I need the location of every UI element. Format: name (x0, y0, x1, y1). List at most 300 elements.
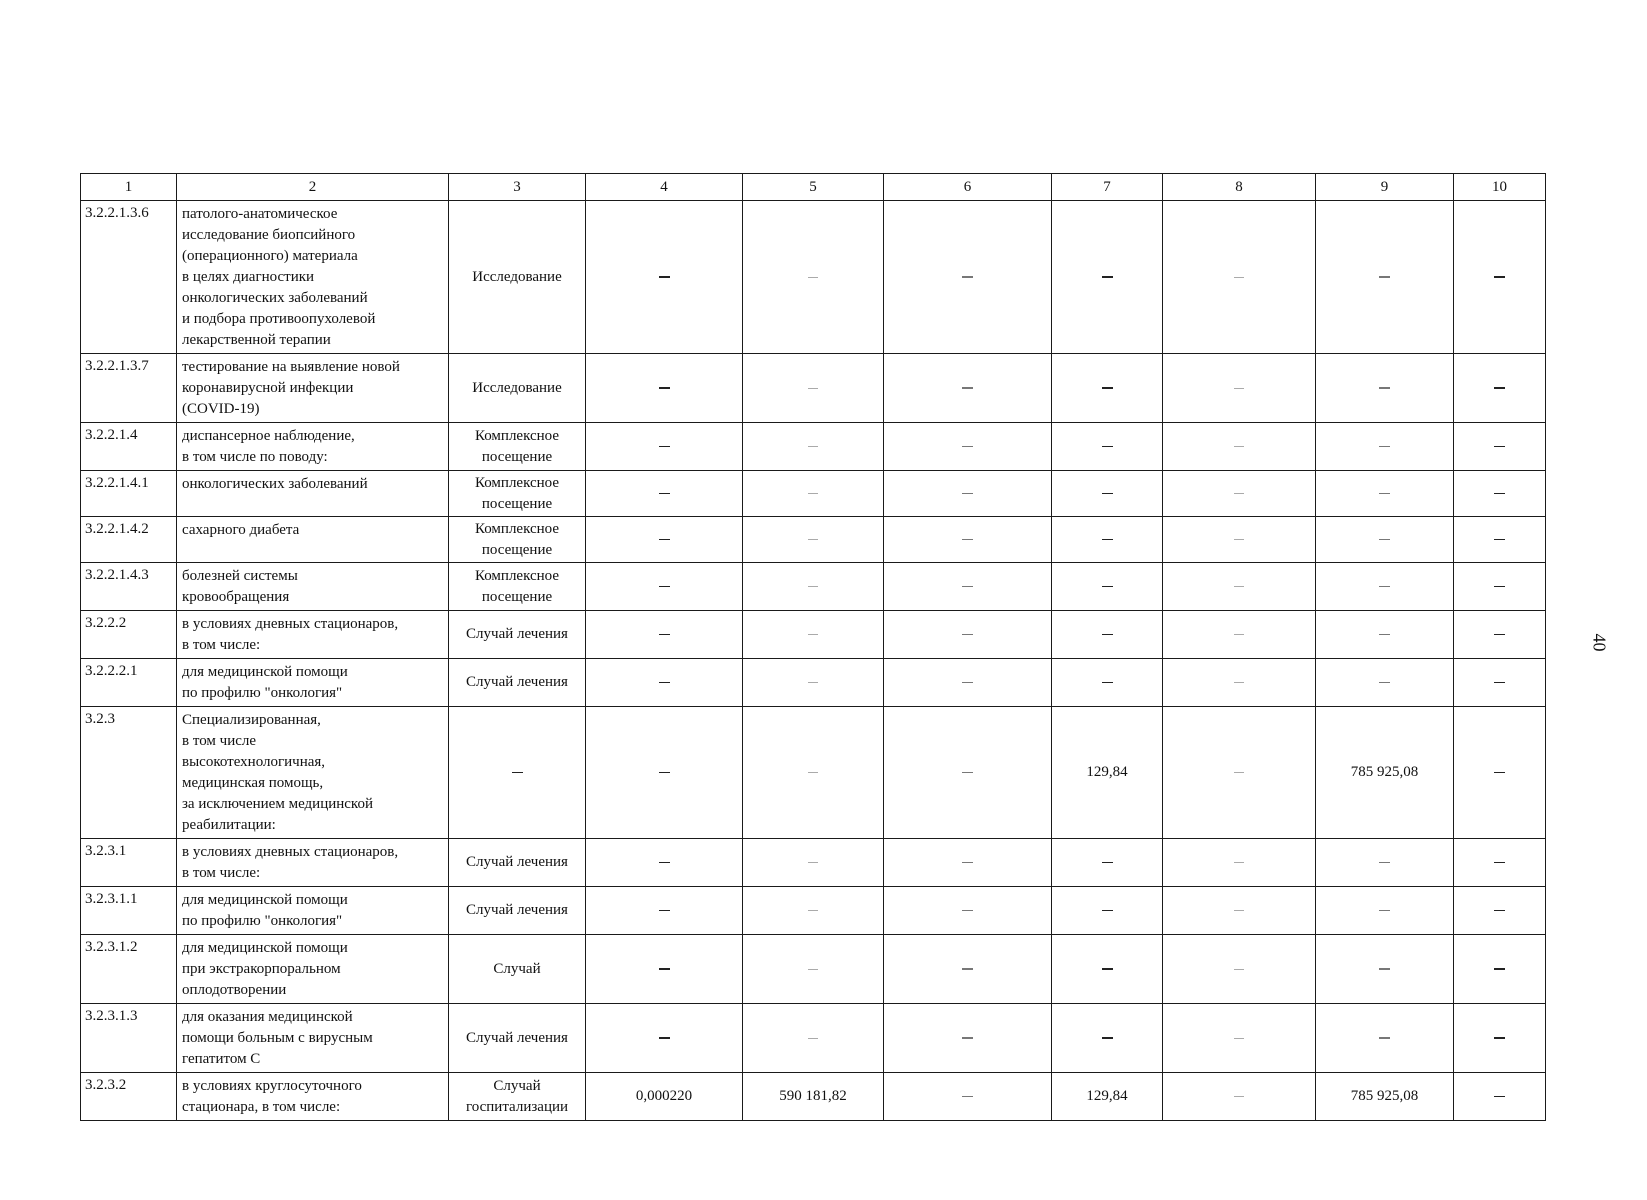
column-header: 3 (449, 174, 586, 201)
empty-value-dash (1052, 887, 1163, 935)
empty-value-dash (743, 201, 884, 354)
row-name (177, 611, 449, 659)
dash-mark (1379, 446, 1390, 447)
column-header: 6 (884, 174, 1052, 201)
row-code: 3.2.2.1.3.7 (81, 354, 177, 423)
row-code: 3.2.3.1.3 (81, 1004, 177, 1073)
dash-mark (1234, 969, 1244, 970)
dash-mark (1102, 968, 1113, 970)
empty-value-dash (884, 887, 1052, 935)
row-name-line: по профилю "онкология" (182, 913, 343, 929)
row-name (177, 935, 449, 1004)
empty-value-dash (884, 659, 1052, 707)
table-body (81, 201, 1546, 1121)
row-name-line: (COVID-19) (182, 401, 260, 417)
row-unit (449, 659, 586, 707)
column-header: 9 (1316, 174, 1454, 201)
dash-mark (1379, 539, 1390, 540)
empty-value-dash (449, 762, 585, 783)
empty-value-dash (586, 517, 743, 563)
row-name-line: и подбора противоопухолевой (182, 311, 376, 327)
table-row (81, 611, 1546, 659)
dash-mark (962, 586, 973, 587)
row-name-line: (операционного) материала (182, 248, 358, 264)
dash-mark (659, 772, 670, 774)
row-unit-line: Случай (493, 1077, 541, 1094)
dash-mark (1234, 862, 1244, 863)
dash-mark (962, 682, 973, 683)
table-row (81, 354, 1546, 423)
empty-value-dash (1454, 887, 1546, 935)
value-cell: 129,84 (1052, 707, 1163, 839)
row-code: 3.2.3.1.2 (81, 935, 177, 1004)
value-cell: 590 181,82 (743, 1073, 884, 1121)
empty-value-dash (1163, 1004, 1316, 1073)
column-header: 8 (1163, 174, 1316, 201)
row-name (177, 887, 449, 935)
dash-mark (1102, 862, 1113, 864)
row-unit (449, 1073, 586, 1121)
table-row (81, 517, 1546, 563)
dash-mark (659, 634, 670, 636)
empty-value-dash (1163, 935, 1316, 1004)
empty-value-dash (743, 354, 884, 423)
table-row (81, 423, 1546, 471)
empty-value-dash (1052, 839, 1163, 887)
empty-value-dash (1052, 611, 1163, 659)
empty-value-dash (743, 659, 884, 707)
dash-mark (1379, 276, 1390, 277)
dash-mark (1494, 387, 1505, 389)
dash-mark (808, 772, 818, 773)
dash-mark (1234, 910, 1244, 911)
dash-mark (808, 539, 818, 540)
empty-value-dash (1163, 354, 1316, 423)
empty-value-dash (1163, 517, 1316, 563)
row-name (177, 423, 449, 471)
empty-value-dash (1052, 201, 1163, 354)
row-name-line: коронавирусной инфекции (182, 380, 354, 396)
row-unit-line: посещение (481, 448, 553, 465)
row-name-line: стационара, в том числе: (182, 1099, 341, 1115)
empty-value-dash (1163, 563, 1316, 611)
dash-mark (962, 1096, 973, 1097)
row-unit-line: Комплексное (474, 567, 560, 584)
empty-value-dash (1052, 354, 1163, 423)
row-unit-line: Комплексное (474, 474, 560, 491)
dash-mark (1379, 968, 1390, 969)
dash-mark (808, 1038, 818, 1039)
row-name-line: онкологических заболеваний (182, 476, 368, 492)
column-header: 1 (81, 174, 177, 201)
empty-value-dash (743, 517, 884, 563)
empty-value-dash (1052, 517, 1163, 563)
empty-value-dash (743, 839, 884, 887)
empty-value-dash (1163, 887, 1316, 935)
row-name-line: в том числе: (182, 865, 261, 881)
row-unit-line: госпитализации (465, 1098, 569, 1115)
value-cell: 785 925,08 (1316, 1073, 1454, 1121)
empty-value-dash (1163, 471, 1316, 517)
empty-value-dash (1316, 659, 1454, 707)
dash-mark (808, 277, 818, 278)
dash-mark (1494, 862, 1505, 864)
row-unit (449, 839, 586, 887)
empty-value-dash (586, 1004, 743, 1073)
dash-mark (1494, 772, 1505, 774)
row-name-line: для медицинской помощи (182, 664, 348, 680)
row-name-line: Специализированная, (182, 712, 321, 728)
dash-mark (962, 968, 973, 969)
column-header: 10 (1454, 174, 1546, 201)
dash-mark (1379, 586, 1390, 587)
row-unit (449, 707, 586, 839)
empty-value-dash (1316, 354, 1454, 423)
empty-value-dash (743, 887, 884, 935)
dash-mark (1102, 276, 1113, 278)
empty-value-dash (1454, 1073, 1546, 1121)
row-name (177, 201, 449, 354)
empty-value-dash (1454, 423, 1546, 471)
dash-mark (1234, 446, 1244, 447)
row-name-line: при экстракорпоральном (182, 961, 341, 977)
row-code: 3.2.2.1.4.1 (81, 471, 177, 517)
dash-mark (1234, 1038, 1244, 1039)
dash-mark (962, 910, 973, 911)
table-row (81, 707, 1546, 839)
dash-mark (659, 682, 670, 684)
dash-mark (1494, 1096, 1505, 1098)
empty-value-dash (1316, 611, 1454, 659)
value-cell: 0,000220 (586, 1073, 743, 1121)
row-name-line: в целях диагностики (182, 269, 315, 285)
empty-value-dash (743, 1004, 884, 1073)
row-unit-line: посещение (481, 541, 553, 558)
value-cell: 129,84 (1052, 1073, 1163, 1121)
dash-mark (659, 387, 670, 389)
empty-value-dash (1454, 659, 1546, 707)
dash-mark (659, 968, 670, 970)
empty-value-dash (884, 354, 1052, 423)
empty-value-dash (586, 611, 743, 659)
dash-mark (962, 772, 973, 773)
empty-value-dash (743, 423, 884, 471)
row-name-line: для оказания медицинской (182, 1009, 353, 1025)
dash-mark (1102, 493, 1113, 495)
row-code: 3.2.3 (81, 707, 177, 839)
row-unit (449, 423, 586, 471)
empty-value-dash (884, 707, 1052, 839)
empty-value-dash (1052, 423, 1163, 471)
row-unit-line: Исследование (472, 268, 562, 285)
empty-value-dash (586, 935, 743, 1004)
dash-mark (659, 910, 670, 912)
dash-mark (1234, 493, 1244, 494)
dash-mark (1234, 388, 1244, 389)
dash-mark (962, 446, 973, 447)
row-name-line: онкологических заболеваний (182, 290, 368, 306)
table-row (81, 659, 1546, 707)
empty-value-dash (1454, 517, 1546, 563)
dash-mark (1494, 586, 1505, 588)
row-code: 3.2.2.1.4 (81, 423, 177, 471)
empty-value-dash (1316, 517, 1454, 563)
row-code: 3.2.3.2 (81, 1073, 177, 1121)
row-code: 3.2.2.2 (81, 611, 177, 659)
empty-value-dash (1316, 423, 1454, 471)
empty-value-dash (1316, 201, 1454, 354)
row-name-line: в том числе по поводу: (182, 449, 328, 465)
row-unit-line: Случай лечения (466, 626, 568, 642)
empty-value-dash (1163, 423, 1316, 471)
dash-mark (659, 586, 670, 588)
empty-value-dash (1052, 935, 1163, 1004)
empty-value-dash (586, 839, 743, 887)
row-unit (449, 563, 586, 611)
page-number: 40 (1589, 633, 1610, 652)
dash-mark (1379, 682, 1390, 683)
row-unit-line: Случай лечения (466, 1029, 568, 1046)
empty-value-dash (884, 1004, 1052, 1073)
dash-mark (962, 276, 973, 277)
dash-mark (808, 634, 818, 635)
row-name (177, 563, 449, 611)
dash-mark (962, 634, 973, 635)
empty-value-dash (884, 517, 1052, 563)
dash-mark (1494, 1037, 1505, 1039)
empty-value-dash (884, 1073, 1052, 1121)
dash-mark (808, 682, 818, 683)
row-unit (449, 1004, 586, 1073)
row-name-line: помощи больным с вирусным (182, 1030, 373, 1046)
table-row (81, 887, 1546, 935)
empty-value-dash (1454, 839, 1546, 887)
row-name (177, 1073, 449, 1121)
dash-mark (1234, 586, 1244, 587)
row-name-line: для медицинской помощи (182, 892, 348, 908)
row-name-line: высокотехнологичная, (182, 754, 326, 770)
empty-value-dash (586, 471, 743, 517)
empty-value-dash (1163, 201, 1316, 354)
table-row (81, 1004, 1546, 1073)
empty-value-dash (1454, 707, 1546, 839)
dash-mark (1379, 493, 1390, 494)
empty-value-dash (743, 563, 884, 611)
row-name-line: оплодотворении (182, 982, 287, 998)
row-unit-line: Случай (493, 960, 541, 977)
dash-mark (1102, 387, 1113, 389)
empty-value-dash (1316, 471, 1454, 517)
row-name (177, 471, 449, 517)
table-row (81, 563, 1546, 611)
dash-mark (1102, 1037, 1113, 1039)
dash-mark (1102, 446, 1113, 448)
dash-mark (659, 539, 670, 541)
empty-value-dash (586, 659, 743, 707)
dash-mark (808, 493, 818, 494)
row-code: 3.2.2.1.4.3 (81, 563, 177, 611)
row-unit (449, 887, 586, 935)
empty-value-dash (1316, 935, 1454, 1004)
dash-mark (1234, 277, 1244, 278)
empty-value-dash (586, 354, 743, 423)
empty-value-dash (884, 611, 1052, 659)
row-unit-line: Комплексное (474, 427, 560, 444)
row-name (177, 839, 449, 887)
row-name-line: болезней системы (182, 568, 298, 584)
dash-mark (1494, 493, 1505, 495)
dash-mark (808, 910, 818, 911)
table-row (81, 839, 1546, 887)
row-name-line: в условиях дневных стационаров, (182, 616, 399, 632)
row-unit-line: Исследование (472, 379, 562, 396)
empty-value-dash (1454, 1004, 1546, 1073)
dash-mark (1494, 634, 1505, 636)
row-unit-line: Комплексное (474, 520, 560, 537)
row-name-line: реабилитации: (182, 817, 276, 833)
empty-value-dash (743, 611, 884, 659)
dash-mark (808, 862, 818, 863)
dash-mark (962, 1037, 973, 1038)
dash-mark (1102, 634, 1113, 636)
table-row (81, 935, 1546, 1004)
row-name-line: за исключением медицинской (182, 796, 373, 812)
table-row (81, 471, 1546, 517)
empty-value-dash (1454, 354, 1546, 423)
dash-mark (1102, 910, 1113, 912)
column-header: 5 (743, 174, 884, 201)
row-name-line: в условиях круглосуточного (182, 1078, 362, 1094)
empty-value-dash (884, 201, 1052, 354)
dash-mark (1234, 539, 1244, 540)
dash-mark (962, 387, 973, 388)
column-header: 7 (1052, 174, 1163, 201)
empty-value-dash (1316, 1004, 1454, 1073)
dash-mark (1234, 1096, 1244, 1097)
column-header: 2 (177, 174, 449, 201)
row-name-line: тестирование на выявление новой (182, 359, 400, 375)
table-row (81, 1073, 1546, 1121)
row-unit (449, 201, 586, 354)
row-unit-line: Случай лечения (466, 854, 568, 870)
row-unit-line: Случай лечения (466, 902, 568, 918)
dash-mark (659, 862, 670, 864)
row-name-line: лекарственной терапии (182, 332, 331, 348)
row-name-line: кровообращения (182, 589, 290, 605)
header-row (81, 174, 1546, 201)
row-name (177, 517, 449, 563)
dash-mark (1494, 276, 1505, 278)
dash-mark (659, 276, 670, 278)
row-name-line: сахарного диабета (182, 522, 300, 538)
empty-value-dash (884, 935, 1052, 1004)
empty-value-dash (586, 201, 743, 354)
dash-mark (1494, 910, 1505, 912)
row-name-line: исследование биопсийного (182, 227, 356, 243)
dash-mark (1494, 446, 1505, 448)
dash-mark (1379, 1037, 1390, 1038)
dash-mark (1379, 387, 1390, 388)
row-name-line: в том числе (182, 733, 257, 749)
dash-mark (512, 772, 523, 774)
empty-value-dash (1316, 887, 1454, 935)
dash-mark (1379, 910, 1390, 911)
dash-mark (962, 539, 973, 540)
row-code: 3.2.3.1.1 (81, 887, 177, 935)
row-name-line: патолого-анатомическое (182, 206, 338, 222)
empty-value-dash (884, 563, 1052, 611)
empty-value-dash (1052, 563, 1163, 611)
row-name-line: гепатитом С (182, 1051, 261, 1067)
empty-value-dash (1163, 1073, 1316, 1121)
row-code: 3.2.3.1 (81, 839, 177, 887)
empty-value-dash (1163, 707, 1316, 839)
dash-mark (1234, 772, 1244, 773)
empty-value-dash (743, 471, 884, 517)
data-table (80, 173, 1546, 1121)
row-name-line: для медицинской помощи (182, 940, 348, 956)
row-name (177, 1004, 449, 1073)
row-name-line: по профилю "онкология" (182, 685, 343, 701)
empty-value-dash (586, 707, 743, 839)
row-name-line: в том числе: (182, 637, 261, 653)
row-unit (449, 611, 586, 659)
dash-mark (1379, 634, 1390, 635)
row-unit-line: посещение (481, 495, 553, 512)
row-name (177, 354, 449, 423)
dash-mark (962, 493, 973, 494)
dash-mark (659, 1037, 670, 1039)
empty-value-dash (743, 935, 884, 1004)
dash-mark (1494, 539, 1505, 541)
empty-value-dash (1454, 611, 1546, 659)
dash-mark (808, 969, 818, 970)
empty-value-dash (884, 839, 1052, 887)
empty-value-dash (1454, 563, 1546, 611)
empty-value-dash (1052, 471, 1163, 517)
empty-value-dash (743, 707, 884, 839)
row-unit (449, 935, 586, 1004)
dash-mark (1102, 682, 1113, 684)
row-code: 3.2.2.1.4.2 (81, 517, 177, 563)
empty-value-dash (1454, 201, 1546, 354)
empty-value-dash (1052, 1004, 1163, 1073)
dash-mark (1379, 862, 1390, 863)
row-unit-line: Случай лечения (466, 674, 568, 690)
dash-mark (808, 446, 818, 447)
dash-mark (1234, 682, 1244, 683)
empty-value-dash (1454, 471, 1546, 517)
row-name-line: в условиях дневных стационаров, (182, 844, 399, 860)
row-name-line: диспансерное наблюдение, (182, 428, 355, 444)
dash-mark (962, 862, 973, 863)
empty-value-dash (586, 423, 743, 471)
row-unit (449, 354, 586, 423)
empty-value-dash (1163, 839, 1316, 887)
dash-mark (1102, 539, 1113, 541)
empty-value-dash (1316, 839, 1454, 887)
table-row (81, 201, 1546, 354)
empty-value-dash (1163, 611, 1316, 659)
row-code: 3.2.2.1.3.6 (81, 201, 177, 354)
dash-mark (659, 446, 670, 448)
dash-mark (1494, 968, 1505, 970)
empty-value-dash (1316, 563, 1454, 611)
row-unit (449, 471, 586, 517)
row-code: 3.2.2.2.1 (81, 659, 177, 707)
row-unit (449, 517, 586, 563)
row-name (177, 707, 449, 839)
